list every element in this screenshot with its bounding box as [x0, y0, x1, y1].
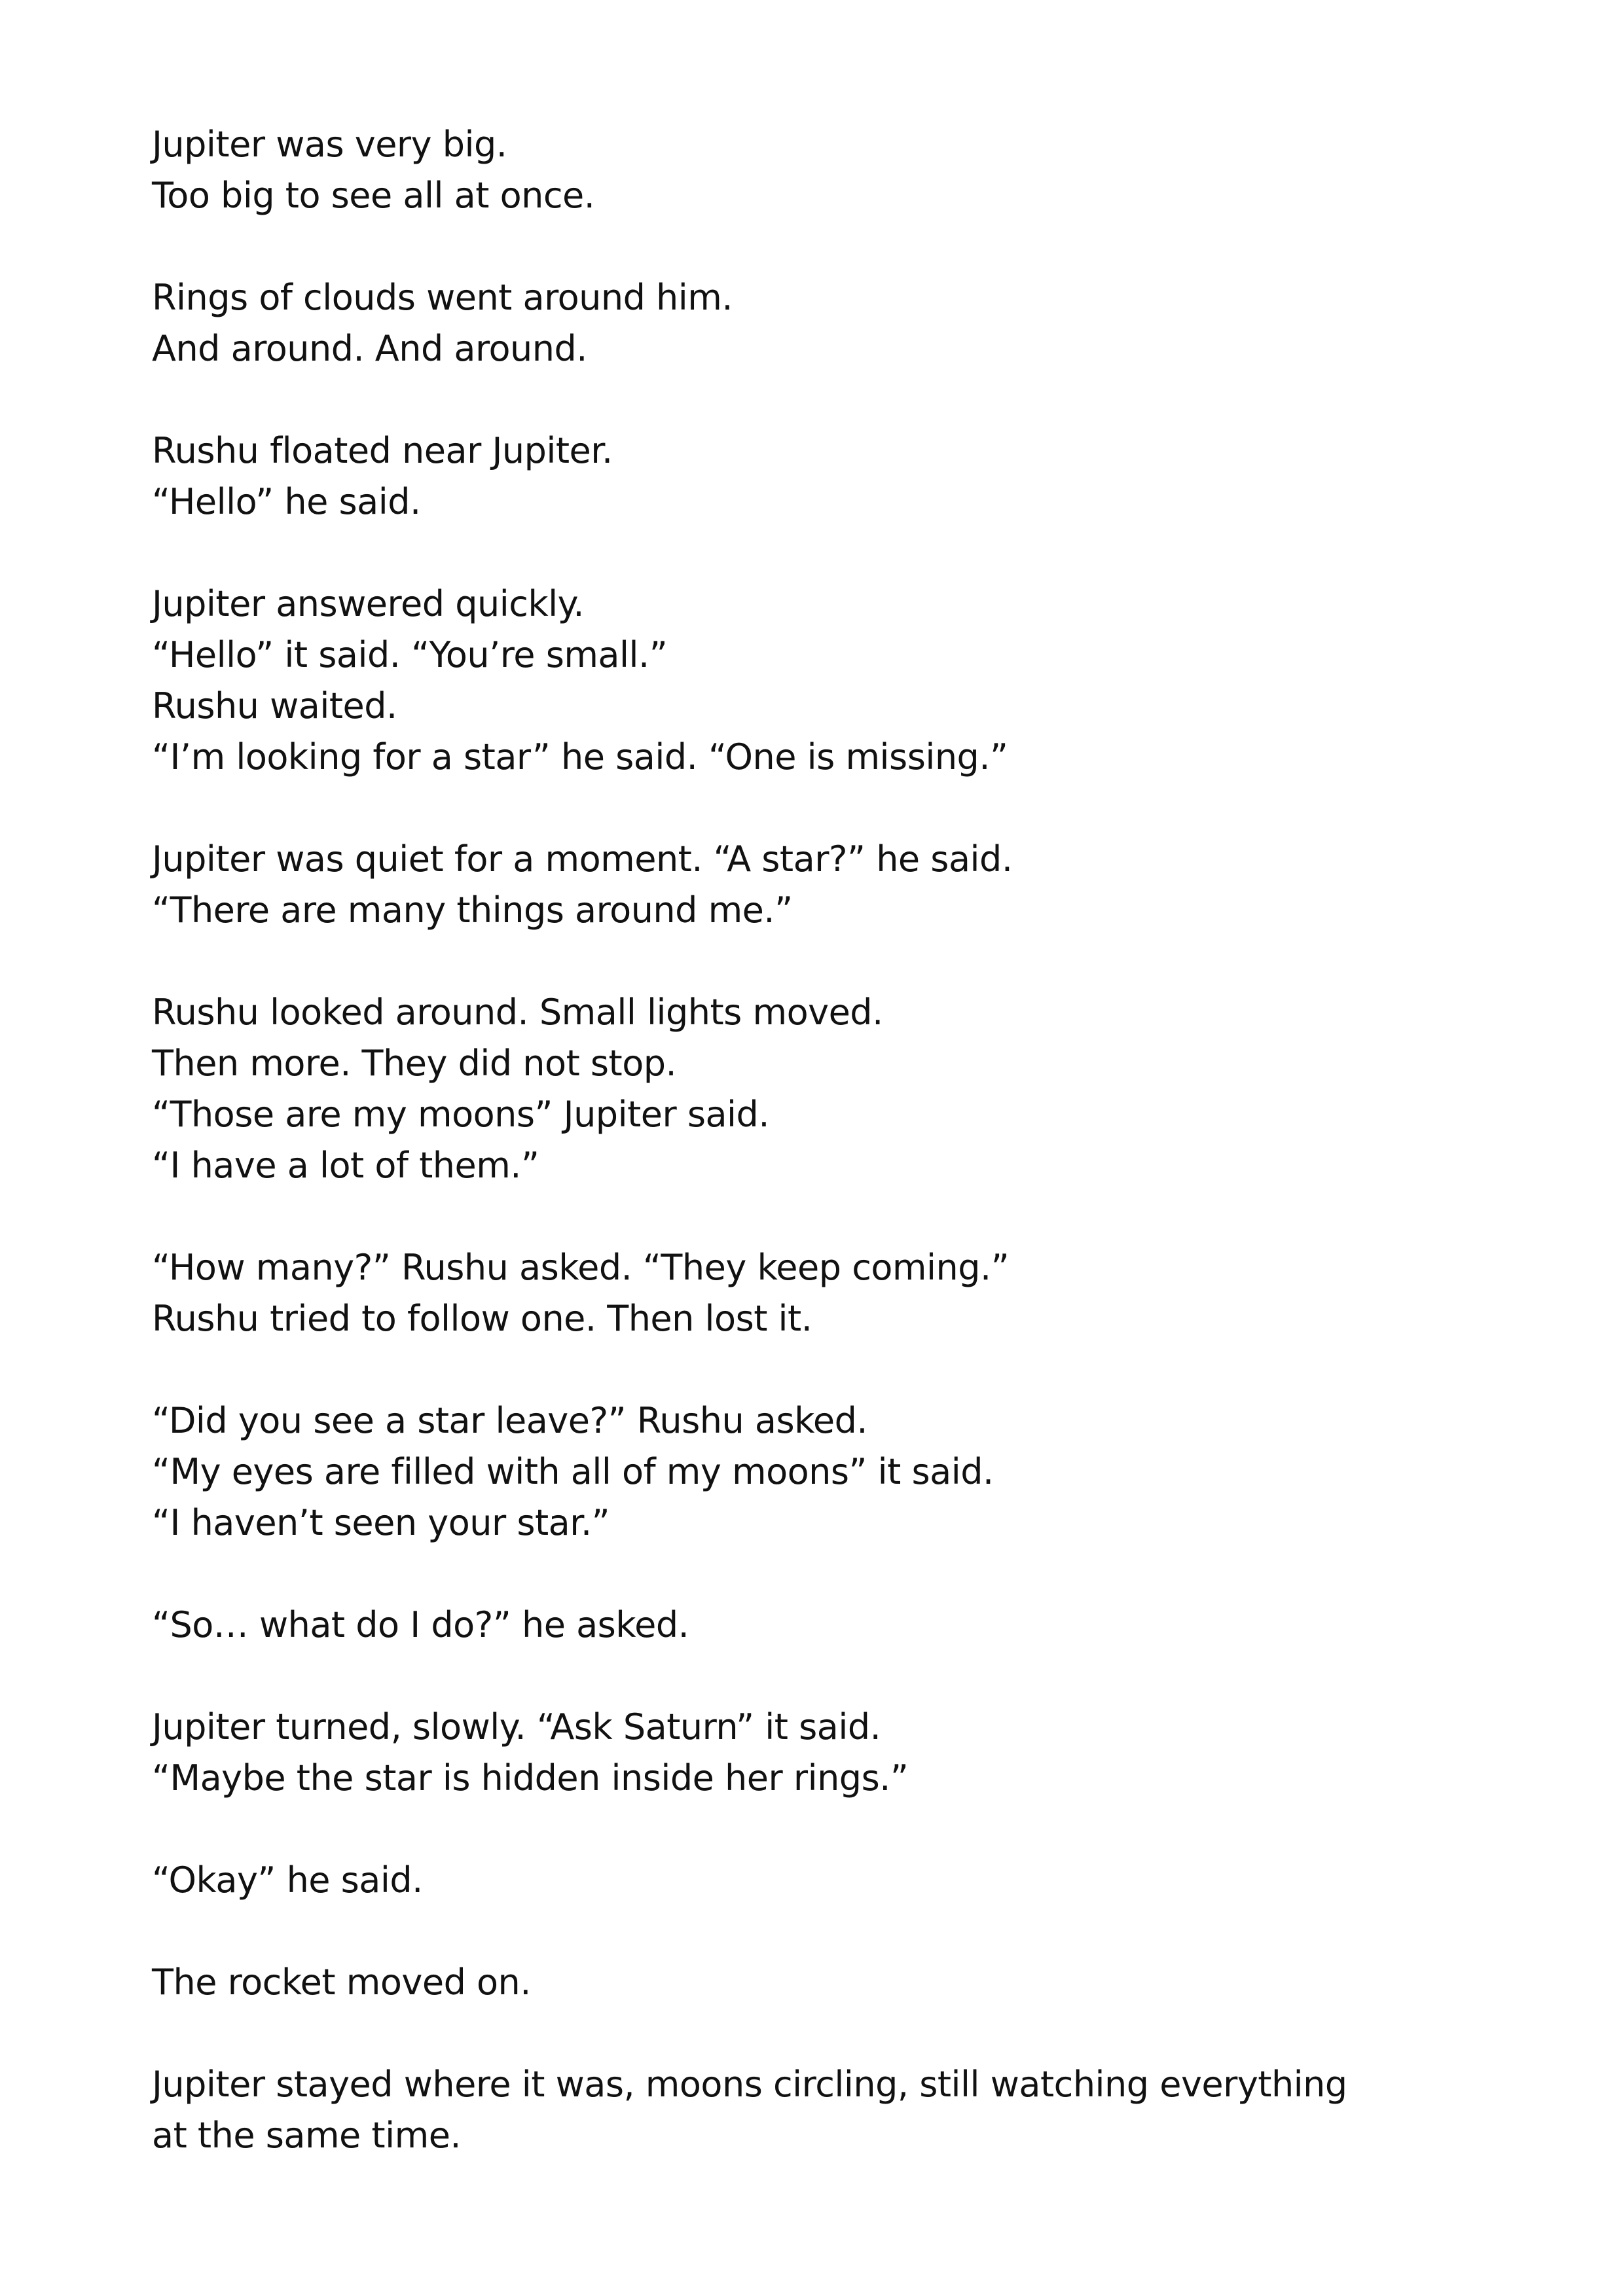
stanza-4 [152, 579, 1461, 783]
story-line: Rushu floated near Jupiter. [152, 430, 613, 471]
stanza-12 [152, 1957, 1461, 2008]
stanza-11 [152, 1855, 1461, 1906]
story-line: “Maybe the star is hidden inside her rings.” [152, 1757, 909, 1799]
story-line: The rocket moved on. [152, 1962, 531, 2003]
story-line: “I haven’t seen your star.” [152, 1502, 610, 1543]
story-line: Rings of clouds went around him. [152, 277, 733, 318]
story-line: Jupiter answered quickly. [152, 583, 585, 624]
story-line: Rushu waited. [152, 685, 397, 726]
stanza-13 [152, 2059, 1461, 2161]
story-line: “How many?” Rushu asked. “They keep coming.” [152, 1247, 1010, 1288]
stanza-9 [152, 1600, 1461, 1651]
stanza-8 [152, 1395, 1461, 1549]
story-line: Then more. They did not stop. [152, 1043, 677, 1084]
story-line: “I have a lot of them.” [152, 1145, 539, 1186]
story-line: “Hello” it said. “You’re small.” [152, 634, 668, 675]
stanza-1 [152, 119, 1461, 221]
story-line: at the same time. [152, 2115, 462, 2156]
story-line: And around. And around. [152, 328, 587, 369]
stanza-2 [152, 272, 1461, 374]
story-line: “There are many things around me.” [152, 889, 793, 931]
story-page [152, 119, 1461, 2212]
stanza-5 [152, 834, 1461, 936]
stanza-7 [152, 1242, 1461, 1344]
story-line: “Okay” he said. [152, 1859, 423, 1901]
story-line: Too big to see all at once. [152, 175, 595, 216]
stanza-6 [152, 987, 1461, 1191]
story-line: “Did you see a star leave?” Rushu asked. [152, 1400, 868, 1441]
story-line: Jupiter turned, slowly. “Ask Saturn” it said. [152, 1706, 881, 1748]
story-line: Rushu looked around. Small lights moved. [152, 992, 883, 1033]
stanza-10 [152, 1702, 1461, 1804]
story-line: “So… what do I do?” he asked. [152, 1604, 689, 1645]
story-line: “I’m looking for a star” he said. “One is missing.” [152, 736, 1008, 778]
story-line: “Hello” he said. [152, 481, 421, 522]
story-line: Jupiter stayed where it was, moons circling, still watching everything [152, 2064, 1347, 2105]
story-line: Jupiter was very big. [152, 124, 507, 165]
stanza-3 [152, 425, 1461, 528]
story-line: “My eyes are filled with all of my moons” it said. [152, 1451, 994, 1492]
story-line: “Those are my moons” Jupiter said. [152, 1094, 770, 1135]
story-line: Rushu tried to follow one. Then lost it. [152, 1298, 812, 1339]
story-line: Jupiter was quiet for a moment. “A star?” he said. [152, 838, 1013, 880]
